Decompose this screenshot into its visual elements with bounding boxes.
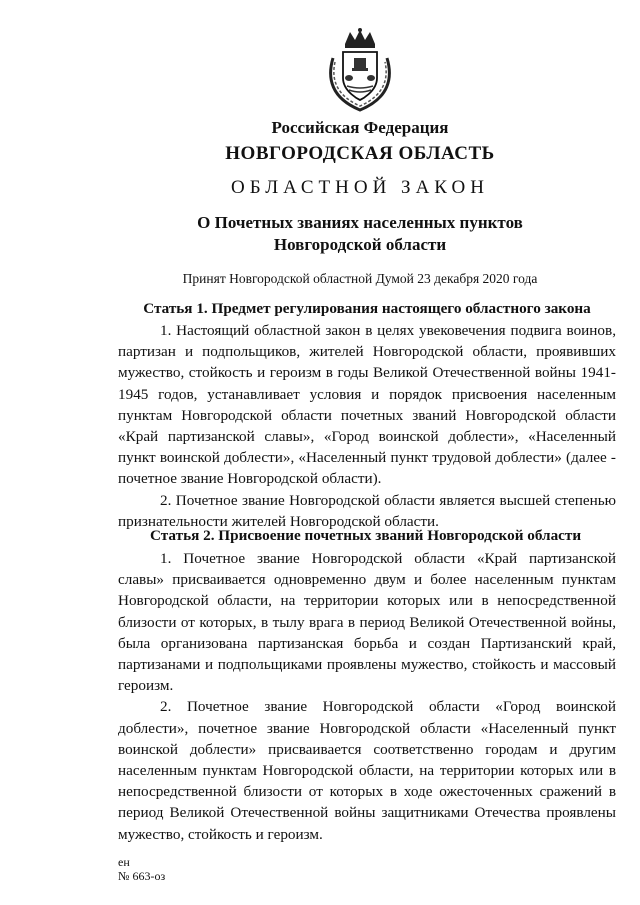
law-number: № 663-оз <box>118 869 166 883</box>
document-footer <box>118 855 165 883</box>
footer-initials: ен <box>118 855 130 869</box>
article-2-paragraph-1: 1. Почетное звание Новгородской области «Край партизанской славы» присваивается одновременно двум и более населенным пунктам Новгородской области, на территории которых или в непосредственной близости от которых, в тылу врага в период Великой Отечественной войны, была организована партизанская борьба и создан Партизанский край, партизанами и подпольщиками проявлены мужество, стойкость и массовый героизм. <box>118 550 616 695</box>
law-title-line-1: О Почетных званиях населенных пунктов <box>197 213 523 232</box>
article-2-body <box>118 548 616 845</box>
region-heading: НОВГОРОДСКАЯ ОБЛАСТЬ <box>225 143 495 164</box>
article-2-paragraph-2: 2. Почетное звание Новгородской области «Город воинской доблести», почетное звание Новгородской области «Населенный пункт воинской доблести» присваивается соответственно городам и другим населенным пунктам Новгородской области, на территории которых или в непосредственной близости от которых в ходе ожесточенных сражений в период Великой Отечественной войны защитниками Отечества проявлены мужество, стойкость и героизм. <box>118 698 616 843</box>
coat-of-arms-emblem <box>325 28 395 112</box>
article-1-paragraph-2: 2. Почетное звание Новгородской области является высшей степенью признательности жителей Новгородской области. <box>118 491 616 530</box>
law-title-line-2: Новгородской области <box>273 235 447 254</box>
country-heading: Российская Федерация <box>271 118 449 137</box>
law-type-heading: ОБЛАСТНОЙ ЗАКОН <box>231 177 489 198</box>
adoption-note: Принят Новгородской областной Думой 23 декабря 2020 года <box>182 271 538 286</box>
article-1-heading: Статья 1. Предмет регулирования настоящего областного закона <box>143 300 591 317</box>
article-1-body <box>118 320 616 532</box>
article-2-heading: Статья 2. Присвоение почетных званий Новгородской области <box>150 527 582 544</box>
law-title <box>0 212 640 256</box>
article-1-paragraph-1: 1. Настоящий областной закон в целях увековечения подвига воинов, партизан и подпольщиков, жителей Новгородской области, проявивших мужество, стойкость и героизм в годы Великой Отечественной войны 1941-1945 годов, устанавливает условия и порядок присвоения населенным пунктам Новгородской области почетных званий Новгородской области «Край партизанской славы», «Город воинской доблести», «Населенный пункт воинской доблести», «Населенный пункт трудовой доблести» (далее - почетное звание Новгородской области). <box>118 322 616 488</box>
